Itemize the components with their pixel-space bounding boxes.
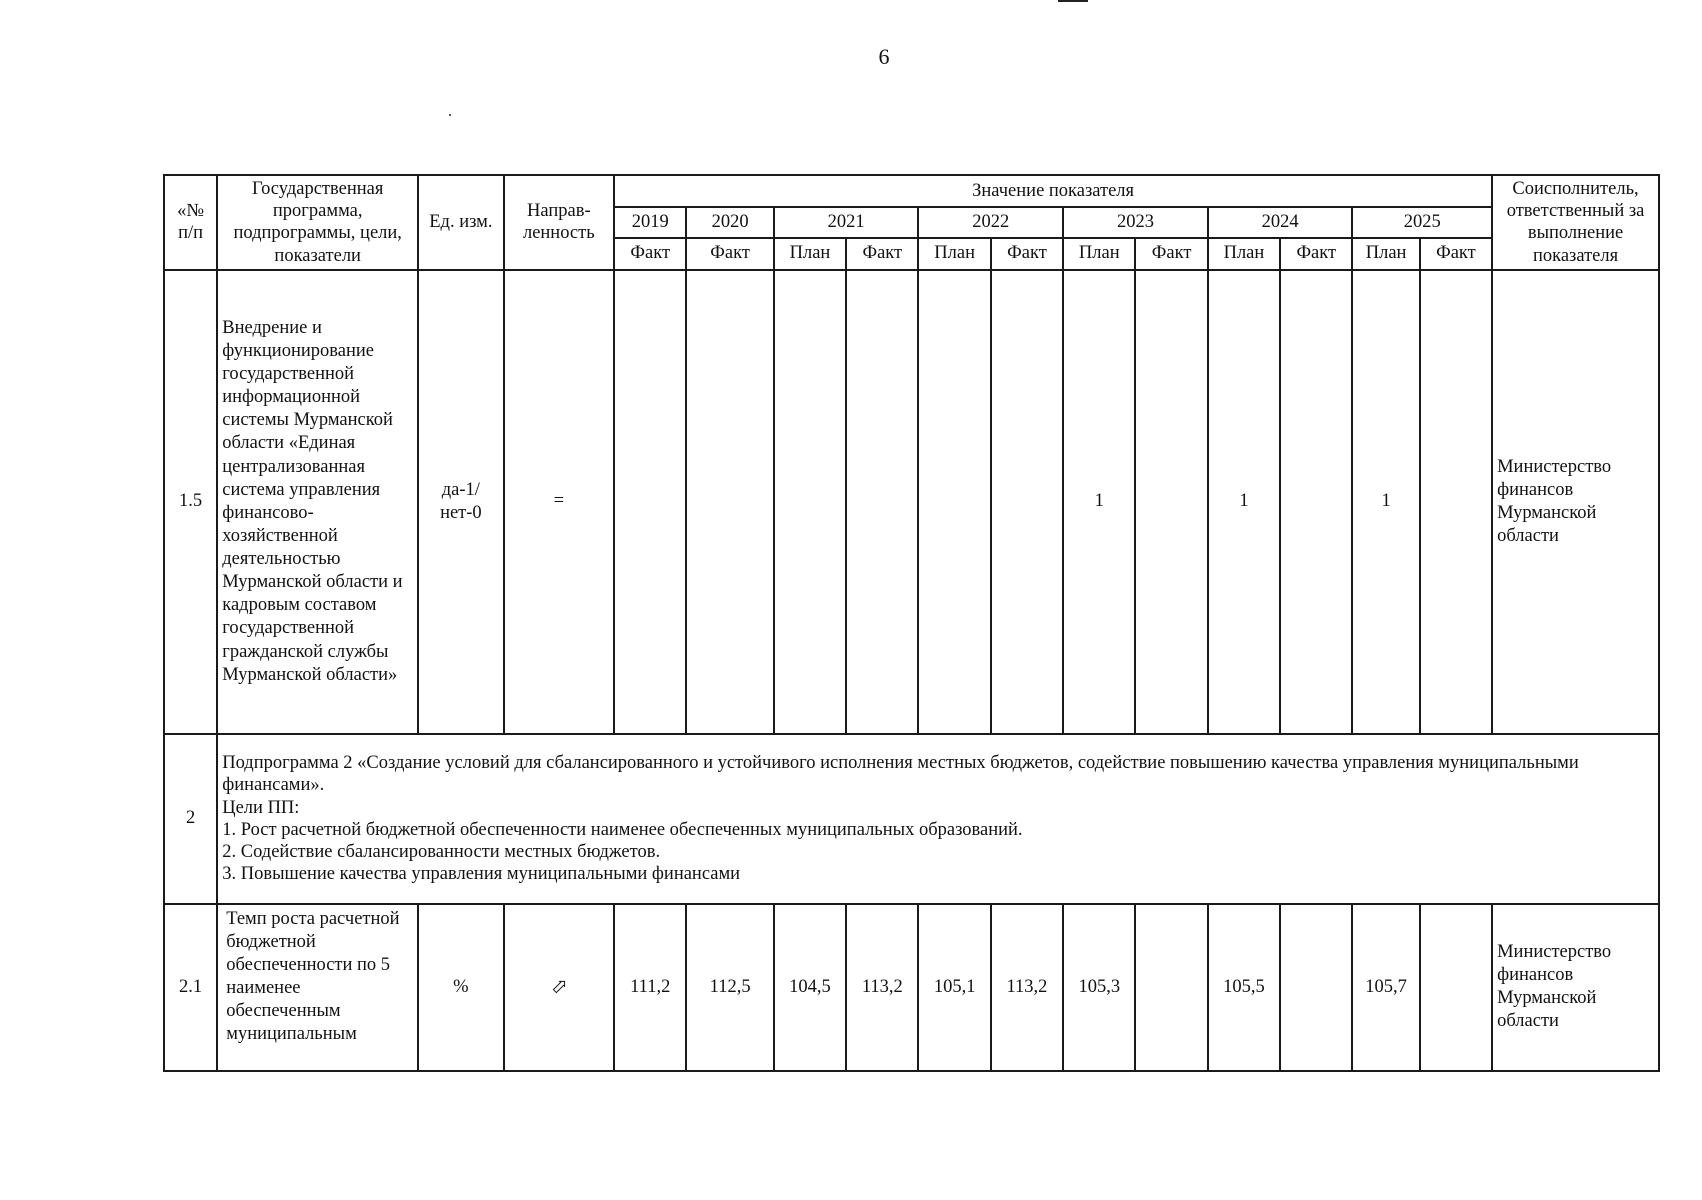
value-cell [774, 270, 846, 734]
year-2025: 2025 [1352, 207, 1492, 239]
year-2022: 2022 [918, 207, 1063, 239]
header-unit: Ед. изм. [418, 175, 503, 270]
year-2021: 2021 [774, 207, 919, 239]
value-cell [1280, 904, 1352, 1071]
value-cell: 105,5 [1208, 904, 1280, 1071]
subprogram-goals-label: Цели ПП: [222, 797, 300, 818]
value-cell: 113,2 [846, 904, 918, 1071]
row-num: 2.1 [164, 904, 217, 1071]
type-cell: План [1208, 238, 1280, 270]
scan-top-mark [1058, 0, 1088, 2]
subprogram-goal: 2. Содействие сбалансированности местных бюджетов. [222, 841, 661, 862]
type-cell: План [918, 238, 990, 270]
year-2024: 2024 [1208, 207, 1353, 239]
row-indicator-name: Темп роста расчетной бюджетной обеспеченности по 5 наименее обеспеченным муниципальным [226, 908, 400, 1045]
value-cell [1280, 270, 1352, 734]
type-cell: Факт [1420, 238, 1492, 270]
value-cell: 105,7 [1352, 904, 1419, 1071]
table-row-2-1 [164, 904, 1659, 1071]
subprogram-goal: 1. Рост расчетной бюджетной обеспеченности наименее обеспеченных муниципальных образований. [222, 819, 1023, 840]
value-cell [1420, 904, 1492, 1071]
table-row-1-5 [164, 270, 1659, 734]
indicators-table [163, 174, 1660, 1072]
header-num: «№ п/п [164, 175, 217, 270]
scan-speck [449, 114, 451, 116]
header-responsible: Соисполнитель, ответственный за выполнение показателя [1492, 175, 1659, 270]
type-cell: Факт [846, 238, 918, 270]
row-direction [504, 904, 615, 1071]
type-cell: Факт [991, 238, 1063, 270]
year-2023: 2023 [1063, 207, 1208, 239]
row-responsible: Министерство финансов Мурманской области [1492, 270, 1659, 734]
subprogram-title: Подпрограмма 2 «Создание условий для сбалансированного и устойчивого исполнения местных бюджетов, содействие повышению качества управления муниципальными финансами». [222, 753, 1579, 796]
type-cell: Факт [686, 238, 773, 270]
value-cell [686, 270, 773, 734]
type-cell: Факт [1280, 238, 1352, 270]
row-unit: да-1/нет-0 [418, 270, 503, 734]
value-cell [614, 270, 686, 734]
row-indicator-name: Внедрение и функционирование государственной информационной системы Мурманской области «Единая централизованная система управления финансово-хозяйственной деятельностью Мурманской области и кадровым составом государственной гражданской службы Мурманской области» [217, 270, 418, 734]
value-cell [918, 270, 990, 734]
value-cell: 111,2 [614, 904, 686, 1071]
row-direction: = [504, 270, 615, 734]
year-2020: 2020 [686, 207, 773, 239]
value-cell [846, 270, 918, 734]
row-num: 2 [164, 734, 217, 904]
subprogram-goal: 3. Повышение качества управления муниципальными финансами [222, 864, 741, 885]
type-cell: Факт [1135, 238, 1207, 270]
value-cell [1135, 270, 1207, 734]
row-responsible: Министерство финансов Мурманской области [1492, 904, 1659, 1071]
value-cell: 1 [1352, 270, 1419, 734]
value-cell [1135, 904, 1207, 1071]
header-row-1 [164, 175, 1659, 207]
value-cell [991, 270, 1063, 734]
row-num: 1.5 [164, 270, 217, 734]
year-2019: 2019 [614, 207, 686, 239]
header-value: Значение показателя [614, 175, 1492, 207]
header-direction: Направ-ленность [504, 175, 615, 270]
row-unit: % [418, 904, 503, 1071]
type-cell: План [1063, 238, 1135, 270]
type-cell: План [774, 238, 846, 270]
value-cell: 105,1 [918, 904, 990, 1071]
value-cell: 113,2 [991, 904, 1063, 1071]
value-cell: 104,5 [774, 904, 846, 1071]
increase-arrow-icon: ⇧ [545, 973, 573, 1001]
row-indicator-cell [217, 904, 418, 1071]
header-program: Государственная программа, подпрограммы, цели, показатели [217, 175, 418, 270]
value-cell: 1 [1208, 270, 1280, 734]
value-cell: 105,3 [1063, 904, 1135, 1071]
subprogram-description [217, 734, 1659, 904]
type-cell: План [1352, 238, 1419, 270]
value-cell: 112,5 [686, 904, 773, 1071]
value-cell: 1 [1063, 270, 1135, 734]
table-row-2-subprogram [164, 734, 1659, 904]
page-number: 6 [878, 44, 890, 69]
type-cell: Факт [614, 238, 686, 270]
value-cell [1420, 270, 1492, 734]
